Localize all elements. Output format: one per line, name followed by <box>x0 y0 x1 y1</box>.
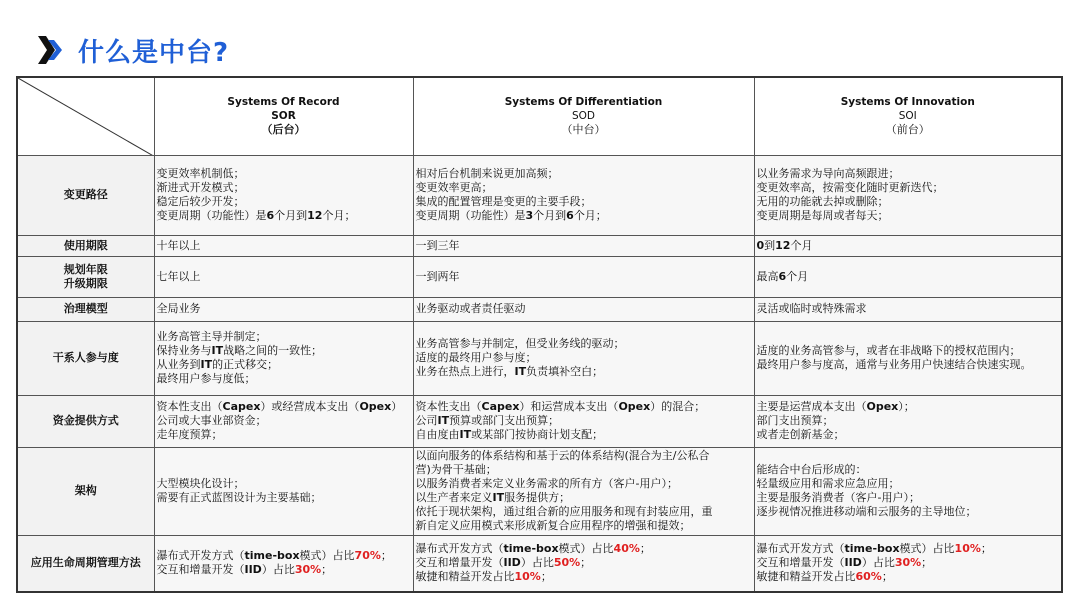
cell-line: 集成的配置管理是变更的主要手段； <box>415 195 592 208</box>
percentage-text: ； <box>321 563 333 577</box>
cell-line: 适度的最终用户参与度； <box>415 351 537 364</box>
percentage-text: ； <box>639 542 651 556</box>
column-en-name: Systems Of Innovation <box>840 96 975 109</box>
row-header-label: 应用生命周期管理方法 <box>30 556 141 570</box>
cell-line: 公司IT预算或部门支出预算； <box>415 414 560 427</box>
cell-line: 资本性支出（Capex）和运营成本支出（Opex）的混合； <box>415 400 706 413</box>
percentage-text: 交互和增量开发（IID）占比 <box>156 563 295 577</box>
column-en-name: Systems Of Differentiation <box>504 96 663 109</box>
table-cell <box>413 235 754 256</box>
table-cell <box>754 155 1062 235</box>
cell-line: 保持业务与IT战略之间的一致性； <box>156 344 323 357</box>
cell-line: 主要是服务消费者（客户-用户）； <box>756 491 920 504</box>
row-header-label: 升级期限 <box>63 276 108 290</box>
cell-line: 大型模块化设计； <box>156 477 245 490</box>
cell-line: 变更效率高，按需变化随时更新迭代； <box>756 181 944 194</box>
cell-line: 自由度由IT或某部门按协商计划支配； <box>415 428 604 441</box>
cell-line: 变更效率机制低； <box>156 167 245 180</box>
column-en-name: Systems Of Record <box>227 96 340 109</box>
cell-line: 最终用户参与度低； <box>156 372 256 385</box>
table-cell <box>154 297 413 321</box>
percentage-text: ； <box>980 542 992 556</box>
row-header <box>17 395 154 447</box>
table-row-architecture <box>17 447 1062 535</box>
comparison-table <box>16 76 1063 593</box>
cell-line: 依托于现状架构，通过组合新的应用服务和现有封装应用，重 <box>415 505 713 518</box>
cell-line: 业务在热点上进行，IT负责填补空白； <box>415 365 604 378</box>
table-cell <box>754 297 1062 321</box>
cell-line: 能结合中台后形成的： <box>756 463 867 476</box>
page-title: 什么是中台? <box>78 37 230 68</box>
percentage-value: 40% <box>613 542 640 556</box>
percentage-line <box>757 556 1060 570</box>
table-cell <box>154 155 413 235</box>
table-row-stakeholder-participation <box>17 321 1062 395</box>
percentage-value: 30% <box>294 563 322 577</box>
table-cell <box>413 321 754 395</box>
cell-line: 渐进式开发模式； <box>156 181 245 194</box>
table-header-row <box>17 77 1062 155</box>
column-abbr: SOI <box>898 110 917 123</box>
table-cell <box>413 256 754 297</box>
corner-cell <box>17 77 154 155</box>
cell-line: 稳定后较少开发； <box>156 195 245 208</box>
row-header-label: 资金提供方式 <box>52 414 119 427</box>
cell-line: 相对后台机制来说更加高频； <box>415 167 559 180</box>
percentage-line <box>416 556 752 570</box>
percentage-line <box>157 549 411 563</box>
cell-line: 以生产者来定义IT服务提供方； <box>415 491 571 504</box>
row-header-label: 变更路径 <box>63 188 108 201</box>
cell-line: 业务高管参与并制定，但受业务线的驱动； <box>415 337 625 350</box>
column-zh-name: （中台） <box>561 123 606 137</box>
percentage-text: ； <box>921 556 933 570</box>
column-header-soi <box>754 77 1062 155</box>
percentage-text: ； <box>881 570 893 584</box>
table-cell <box>754 321 1062 395</box>
table-cell <box>754 235 1062 256</box>
row-header <box>17 535 154 592</box>
cell-line: 以面向服务的体系结构和基于云的体系结构(混合为主/公私合 <box>415 449 710 462</box>
percentage-value: 60% <box>855 570 882 584</box>
percentage-text: 瀑布式开发方式（time-box模式）占比 <box>415 542 614 556</box>
percentage-line <box>757 542 1060 556</box>
percentage-value: 10% <box>954 542 981 556</box>
column-header-sod <box>413 77 754 155</box>
percentage-line <box>157 563 411 577</box>
percentage-text: 瀑布式开发方式（time-box模式）占比 <box>156 549 355 563</box>
cell-line: 逐步视情况推进移动端和云服务的主导地位； <box>756 505 977 518</box>
percentage-line <box>416 570 752 584</box>
table-cell <box>154 256 413 297</box>
row-header-label: 干系人参与度 <box>52 351 119 364</box>
cell-line: 变更周期（功能性）是3个月到6个月； <box>415 209 607 222</box>
table-cell <box>154 535 413 592</box>
column-zh-name: （前台） <box>885 123 930 137</box>
cell-line: 一到三年 <box>415 238 460 252</box>
cell-line: 走年度预算； <box>156 428 223 441</box>
row-header-label: 规划年限 <box>63 262 108 276</box>
table-cell <box>413 155 754 235</box>
table-row-funding-method <box>17 395 1062 447</box>
cell-line: 0到12个月 <box>756 238 813 252</box>
row-header <box>17 155 154 235</box>
percentage-value: 10% <box>514 570 541 584</box>
percentage-line <box>757 570 1060 584</box>
table-cell <box>754 395 1062 447</box>
cell-line: 以业务需求为导向高频跟进； <box>756 167 900 180</box>
table-row-planning-period <box>17 256 1062 297</box>
cell-line: 变更周期（功能性）是6个月到12个月； <box>156 209 356 222</box>
cell-line: 全局业务 <box>156 302 201 315</box>
table-cell <box>154 447 413 535</box>
row-header <box>17 321 154 395</box>
cell-line: 变更效率更高； <box>415 181 493 194</box>
percentage-value: 50% <box>553 556 581 570</box>
cell-line: 公司或大事业部资金； <box>156 414 267 427</box>
cell-line: 最终用户参与度高，通常与业务用户快速结合快速实现。 <box>756 358 1032 371</box>
table-cell <box>754 447 1062 535</box>
cell-line: 或者走创新基金； <box>756 428 845 441</box>
row-header <box>17 297 154 321</box>
row-header-label: 架构 <box>74 484 97 497</box>
cell-line: 以服务消费者来定义业务需求的所有方（客户-用户）； <box>415 477 678 490</box>
table-cell <box>413 395 754 447</box>
column-header-sor <box>154 77 413 155</box>
table-cell <box>154 321 413 395</box>
percentage-text: ； <box>380 549 392 563</box>
cell-line: 一到两年 <box>415 269 460 283</box>
percentage-text: 交互和增量开发（IID）占比 <box>415 556 554 570</box>
cell-line: 无用的功能就去掉或删除； <box>756 195 889 208</box>
table-cell <box>754 535 1062 592</box>
cell-line: 业务驱动或者责任驱动 <box>415 302 526 315</box>
cell-line: 最高6个月 <box>756 269 809 283</box>
cell-line: 主要是运营成本支出（Opex）； <box>756 400 915 413</box>
table-cell <box>413 297 754 321</box>
table-cell <box>154 395 413 447</box>
table-cell <box>154 235 413 256</box>
cell-line: 业务高管主导并制定； <box>156 330 267 343</box>
table-cell <box>754 256 1062 297</box>
percentage-value: 70% <box>354 549 381 563</box>
cell-line: 资本性支出（Capex）或经营成本支出（Opex） <box>156 400 403 413</box>
cell-line: 适度的业务高管参与，或者在非战略下的授权范围内； <box>756 344 1021 357</box>
row-header-label: 治理模型 <box>63 302 108 315</box>
table-row-change-path <box>17 155 1062 235</box>
cell-line: 从业务到IT的正式移交； <box>156 358 279 371</box>
table-cell <box>413 447 754 535</box>
percentage-line <box>416 542 752 556</box>
percentage-text: 瀑布式开发方式（time-box模式）占比 <box>756 542 955 556</box>
percentage-text: ； <box>540 570 552 584</box>
percentage-text: 交互和增量开发（IID）占比 <box>756 556 895 570</box>
double-chevron-right-icon <box>36 34 64 66</box>
column-zh-name: （后台） <box>261 123 306 137</box>
cell-line: 十年以上 <box>156 238 201 252</box>
percentage-value: 30% <box>894 556 922 570</box>
row-header <box>17 447 154 535</box>
percentage-text: 敏捷和精益开发占比 <box>756 570 856 584</box>
cell-line: 灵活或临时或特殊需求 <box>756 302 867 315</box>
percentage-text: 敏捷和精益开发占比 <box>415 570 515 584</box>
percentage-text: ； <box>580 556 592 570</box>
table-row-governance-model <box>17 297 1062 321</box>
cell-line: 营)为骨干基础； <box>415 463 497 476</box>
column-abbr: SOR <box>271 110 296 123</box>
cell-line: 新自定义应用模式来形成新复合应用程序的增强和提效； <box>415 519 691 532</box>
table-row-lifecycle-method <box>17 535 1062 592</box>
cell-line: 轻量级应用和需求应急应用； <box>756 477 900 490</box>
page-header <box>36 30 229 70</box>
cell-line: 部门支出预算； <box>756 414 834 427</box>
row-header <box>17 235 154 256</box>
cell-line: 七年以上 <box>156 269 201 283</box>
cell-line: 变更周期是每周或者每天； <box>756 209 889 222</box>
table-row-usage-period <box>17 235 1062 256</box>
cell-line: 需要有正式蓝图设计为主要基础； <box>156 491 322 504</box>
table-cell <box>413 535 754 592</box>
row-header-label: 使用期限 <box>63 238 108 252</box>
row-header <box>17 256 154 297</box>
column-abbr: SOD <box>571 110 595 123</box>
